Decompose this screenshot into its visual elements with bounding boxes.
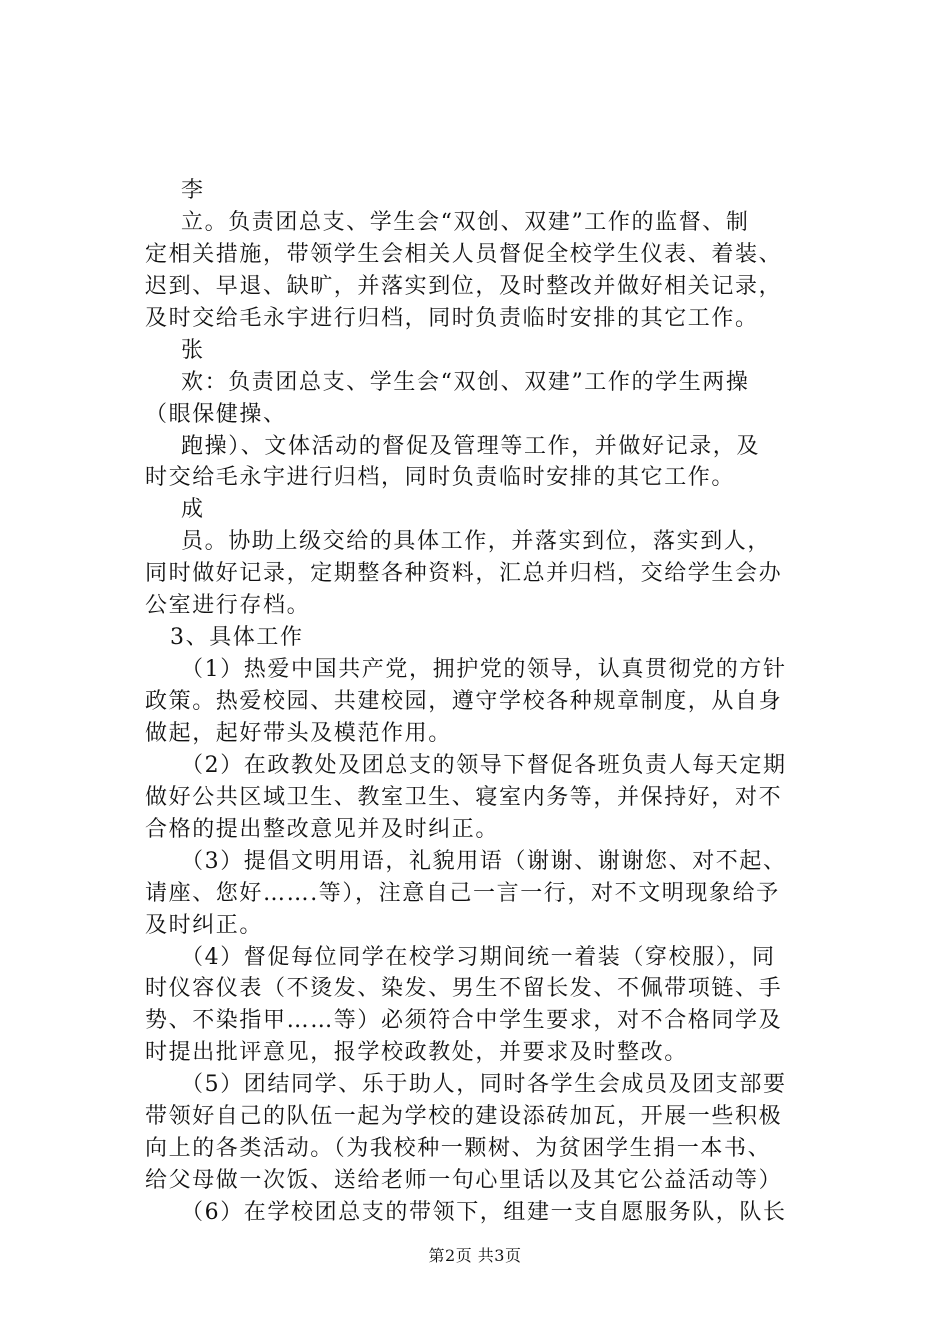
text-line: 欢：负责团总支、学生会“双创、双建”工作的学生两操 (181, 370, 750, 395)
text-line: 成 (181, 497, 205, 522)
text-line: 时提出批评意见，报学校政教处，并要求及时整改。 (145, 1040, 688, 1065)
text-line: 带领好自己的队伍一起为学校的建设添砖加瓦，开展一些积极 (145, 1104, 783, 1129)
text-line: （眼保健操、 (145, 402, 287, 427)
text-line: 做起，起好带头及模范作用。 (145, 721, 452, 746)
text-line: （4）督促每位同学在校学习期间统一着装（穿校服），同 (181, 945, 776, 970)
text-line: 员。协助上级交给的具体工作，并落实到位，落实到人， (181, 529, 772, 554)
text-line: （2）在政教处及团总支的领导下督促各班负责人每天定期 (181, 753, 787, 778)
text-line: 李 (181, 178, 205, 203)
section-heading: 3、具体工作 (170, 625, 304, 650)
text-line: 迟到、早退、缺旷，并落实到位，及时整改并做好相关记录， (145, 274, 783, 299)
text-line: （6）在学校团总支的带领下，组建一支自愿服务队，队长 (181, 1200, 787, 1225)
text-line: 政策。热爱校园、共建校园，遵守学校各种规章制度，从自身 (145, 689, 783, 714)
text-line: 请座、您好…….等），注意自己一言一行，对不文明现象给予 (145, 881, 780, 906)
text-line: （3）提倡文明用语，礼貌用语（谢谢、谢谢您、对不起、 (181, 849, 787, 874)
text-line: 及时纠正。 (145, 913, 264, 938)
text-line: 做好公共区域卫生、教室卫生、寝室内务等，并保持好，对不 (145, 785, 783, 810)
text-line: 势、不染指甲……等）必须符合中学生要求，对不合格同学及 (145, 1008, 783, 1033)
page-number-footer: 第2页 共3页 (428, 1246, 522, 1265)
text-line: 合格的提出整改意见并及时纠正。 (145, 817, 500, 842)
text-line: 时交给毛永宇进行归档，同时负责临时安排的其它工作。 (145, 465, 736, 490)
text-line: 公室进行存档。 (145, 593, 311, 618)
text-line: （5）团结同学、乐于助人，同时各学生会成员及团支部要 (181, 1072, 787, 1097)
text-line: （1）热爱中国共产党，拥护党的领导，认真贯彻党的方针 (181, 657, 787, 682)
text-line: 立。负责团总支、学生会“双创、双建”工作的监督、制 (181, 210, 750, 235)
text-line: 向上的各类活动。（为我校种一颗树、为贫困学生捐一本书、 (145, 1136, 772, 1161)
text-line: 张 (181, 338, 205, 363)
text-line: 同时做好记录，定期整各种资料，汇总并归档，交给学生会办 (145, 561, 783, 586)
text-line: 跑操）、文体活动的督促及管理等工作，并做好记录，及 (181, 434, 761, 459)
text-line: 及时交给毛永宇进行归档，同时负责临时安排的其它工作。 (145, 306, 759, 331)
text-line: 给父母做一次饭、送给老师一句心里话以及其它公益活动等） (145, 1168, 783, 1193)
text-line: 定相关措施，带领学生会相关人员督促全校学生仪表、着装、 (145, 242, 783, 267)
text-line: 时仪容仪表（不烫发、染发、男生不留长发、不佩带项链、手 (145, 976, 783, 1001)
